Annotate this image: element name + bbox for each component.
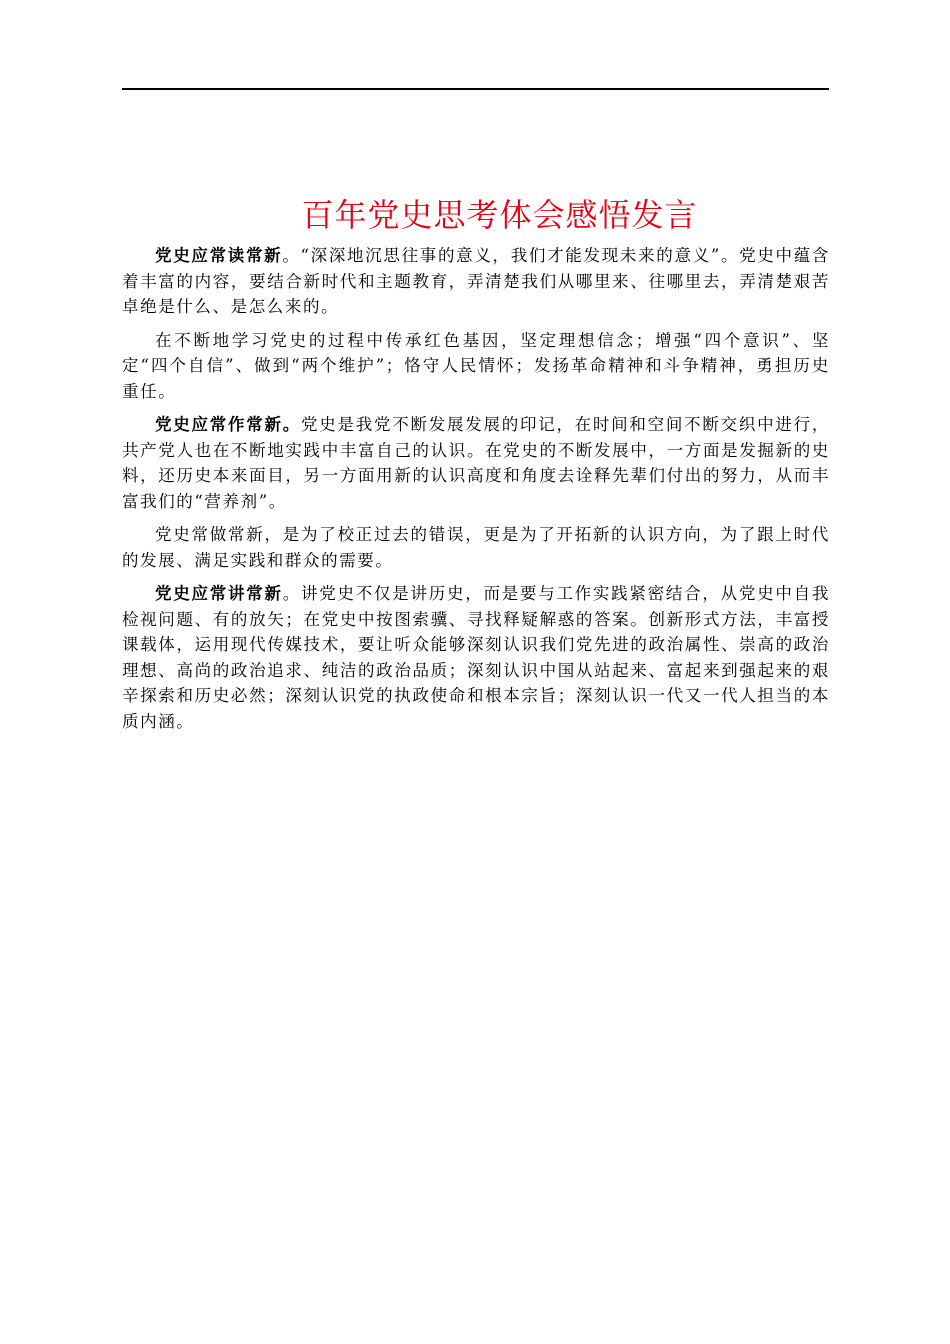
document-body	[122, 243, 830, 742]
document-title: 百年党史思考体会感悟发言	[301, 196, 698, 234]
paragraph-1	[122, 243, 830, 320]
paragraph-4	[122, 522, 830, 573]
paragraph-text: 讲党史不仅是讲历史，而是要与工作实践紧密结合，从党史中自我检视问题、有的放矢；在党史中按图索骥、寻找释疑解惑的答案。创新形式方法，丰富授课载体，运用现代传媒技术，要让听众能够深刻认识我们党先进的政治属性、崇高的政治理想、高尚的政治追求、纯洁的政治品质；深刻认识中国从站起来、富起来到强起来的艰辛探索和历史必然；深刻认识党的执政使命和根本宗旨；深刻认识一代又一代人担当的本质内涵。	[122, 584, 830, 731]
paragraph-lead: 党史应常讲常新	[155, 584, 283, 603]
paragraph-3	[122, 412, 830, 514]
paragraph-text: 在不断地学习党史的过程中传承红色基因，坚定理想信念；增强“四个意识”、坚定“四个自信”、做到“两个维护”；恪守人民情怀；发扬革命精神和斗争精神，勇担历史重任。	[122, 330, 830, 401]
paragraph-lead: 党史应常作常新	[155, 415, 283, 434]
paragraph-text: 党史常做常新，是为了校正过去的错误，更是为了开拓新的认识方向，为了跟上时代的发展、满足实践和群众的需要。	[122, 525, 830, 570]
paragraph-lead-punct: 。	[282, 584, 301, 603]
paragraph-lead-punct: 。	[282, 415, 301, 434]
paragraph-2	[122, 328, 830, 405]
paragraph-text: 党史是我党不断发展发展的印记，在时间和空间不断交织中进行，共产党人也在不断地实践中丰富自己的认识。在党史的不断发展中，一方面是发掘新的史料，还历史本来面目，另一方面用新的认识高度和角度去诠释先辈们付出的努力，从而丰富我们的“营养剂”。	[122, 415, 830, 511]
paragraph-lead: 党史应常读常新	[155, 246, 283, 265]
header-rule	[122, 88, 829, 90]
paragraph-text: “深深地沉思往事的意义，我们才能发现未来的意义”。党史中蕴含着丰富的内容，要结合新时代和主题教育，弄清楚我们从哪里来、往哪里去，弄清楚艰苦卓绝是什么、是怎么来的。	[122, 246, 830, 316]
paragraph-lead-punct: 。	[282, 246, 301, 265]
paragraph-5	[122, 581, 830, 734]
